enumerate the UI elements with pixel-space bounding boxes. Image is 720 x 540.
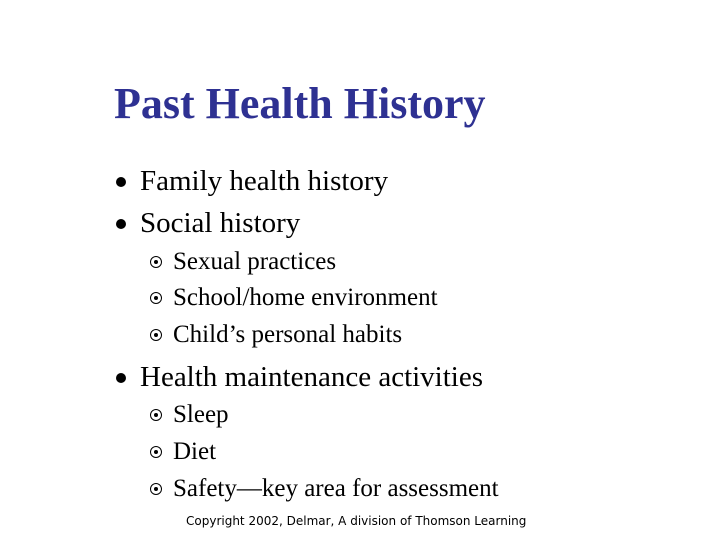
bullet-text: Social history [140, 207, 301, 239]
bullet-icon [116, 219, 126, 229]
bullet-icon [116, 373, 126, 383]
bullet-icon [116, 177, 126, 187]
bullet-text: Family health history [140, 165, 389, 197]
sub-bullet-icon [150, 483, 162, 495]
sub-bullet-text: Sleep [173, 401, 229, 428]
sub-bullet-icon [150, 329, 162, 341]
sub-bullet-text: Child’s personal habits [173, 321, 403, 348]
sub-bullet-text: Diet [173, 438, 217, 465]
slide-title: Past Health History [114, 79, 486, 128]
sub-bullet-text: Safety—key area for assessment [173, 475, 499, 502]
copyright-footer: Copyright 2002, Delmar, A division of Thomson Learning [186, 514, 527, 528]
sub-bullet-icon [150, 409, 162, 421]
sub-bullet-text: School/home environment [173, 284, 438, 311]
sub-bullet-icon [150, 446, 162, 458]
bullet-text: Health maintenance activities [140, 361, 484, 393]
sub-bullet-icon [150, 292, 162, 304]
sub-bullet-icon [150, 256, 162, 268]
sub-bullet-text: Sexual practices [173, 248, 337, 275]
